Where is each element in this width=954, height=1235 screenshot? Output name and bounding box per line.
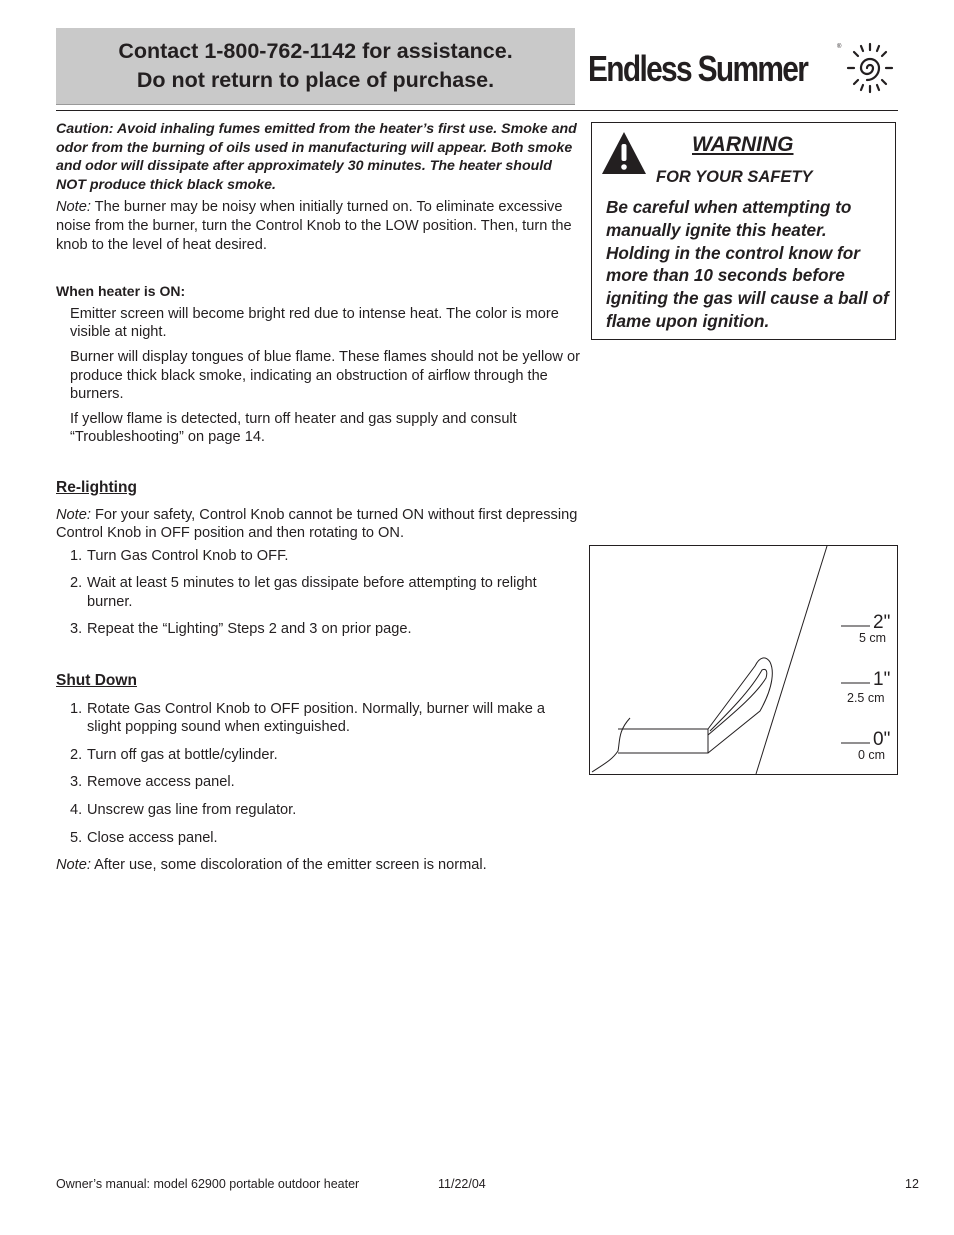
caution-text: Caution: Avoid inhaling fumes emitted from the heater’s first use. Smoke and odor from the burning of oils used in manufacturing will appear. Both smoke and odor will dissipate after approximately 30 minutes. The heater should NOT produce thick black smoke. xyxy=(56,121,577,193)
mark-cm: 2.5 cm xyxy=(847,691,885,705)
step-text: Unscrew gas line from regulator. xyxy=(87,802,297,819)
step-number: 1. xyxy=(70,547,83,564)
step-text: Repeat the “Lighting” Steps 2 and 3 on prior page. xyxy=(87,621,412,638)
contact-line-2: Do not return to place of purchase. xyxy=(136,68,495,92)
step-number: 3. xyxy=(70,774,83,791)
note-label: Note: xyxy=(56,857,91,874)
step-number: 1. xyxy=(70,700,83,717)
contact-banner xyxy=(56,28,575,105)
flame-height-figure xyxy=(589,545,898,775)
step-text: Wait at least 5 minutes to let gas dissipate before attempting to relight burner. xyxy=(87,575,537,610)
mark-inch: 1" xyxy=(873,669,891,690)
step-number: 4. xyxy=(70,802,83,819)
warning-box xyxy=(591,122,896,340)
shutdown-steps xyxy=(56,700,581,848)
step-text: Remove access panel. xyxy=(87,774,235,791)
list-item xyxy=(56,700,581,737)
heater-on-paragraph: Burner will display tongues of blue flame. These flames should not be yellow or produce thick black smoke, indicating an obstruction of airflow through the burners. xyxy=(70,348,580,403)
note-text: After use, some discoloration of the emitter screen is normal. xyxy=(90,857,487,874)
list-item xyxy=(56,620,581,639)
list-item xyxy=(56,547,581,566)
warning-triangle-icon xyxy=(601,131,647,175)
step-number: 2. xyxy=(70,746,83,763)
brand-logo xyxy=(588,38,903,98)
heater-on-paragraph: Emitter screen will become bright red due to intense heat. The color is more visible at night. xyxy=(70,305,559,341)
shutdown-heading: Shut Down xyxy=(56,672,137,690)
footer-manual: Owner’s manual: model 62900 portable outdoor heater xyxy=(56,1177,360,1191)
mark-inch: 0" xyxy=(873,729,891,750)
heater-on-heading: When heater is ON: xyxy=(56,283,186,300)
list-item xyxy=(56,746,581,765)
warning-body: Be careful when attempting to manually ignite this heater. Holding in the control know for more than 10 seconds before igniting the gas will cause a ball of flame upon ignition. xyxy=(606,197,889,331)
step-number: 2. xyxy=(70,575,83,592)
main-column xyxy=(56,120,581,875)
mark-cm: 0 cm xyxy=(858,748,886,762)
svg-text:®: ® xyxy=(837,44,842,50)
warning-title: WARNING xyxy=(692,133,794,156)
intro-note xyxy=(56,198,581,254)
warning-subtitle: FOR YOUR SAFETY xyxy=(656,168,813,186)
note-label: Note: xyxy=(56,506,91,523)
step-number: 5. xyxy=(70,829,83,846)
note-label: Note: xyxy=(56,199,91,216)
header-rule xyxy=(56,110,898,111)
list-item xyxy=(56,574,581,611)
step-text: Turn off gas at bottle/cylinder. xyxy=(87,746,278,763)
list-item xyxy=(56,773,581,792)
list-item xyxy=(56,801,581,820)
logo-text: Endless Summer xyxy=(588,48,808,89)
heater-on-paragraph: If yellow flame is detected, turn off heater and gas supply and consult “Troubleshooting” on page 14. xyxy=(70,410,517,446)
contact-line-1: Contact 1-800-762-1142 for assistance. xyxy=(118,39,513,63)
mark-inch: 2" xyxy=(873,612,891,633)
note-text: The burner may be noisy when initially turned on. To eliminate excessive noise from the burner, turn the Control Knob to the LOW position. Then, turn the knob to the level of heat desired. xyxy=(56,199,572,253)
relighting-steps xyxy=(56,547,581,639)
list-item xyxy=(56,829,581,848)
relighting-note xyxy=(56,506,581,543)
note-text: For your safety, Control Knob cannot be turned ON without first depressing Control Knob in OFF position and then rotating to ON. xyxy=(56,506,578,542)
flame-diagram xyxy=(590,546,897,774)
sun-swirl-icon xyxy=(837,40,900,96)
shutdown-note xyxy=(56,856,581,875)
step-text: Rotate Gas Control Knob to OFF position. Normally, burner will make a slight popping sound when extinguished. xyxy=(87,700,545,736)
mark-cm: 5 cm xyxy=(859,631,887,645)
footer-page-number: 12 xyxy=(905,1177,919,1191)
step-text: Turn Gas Control Knob to OFF. xyxy=(87,547,289,564)
step-text: Close access panel. xyxy=(87,829,218,846)
footer-date: 11/22/04 xyxy=(438,1177,486,1191)
relighting-heading: Re-lighting xyxy=(56,478,137,496)
step-number: 3. xyxy=(70,621,83,638)
